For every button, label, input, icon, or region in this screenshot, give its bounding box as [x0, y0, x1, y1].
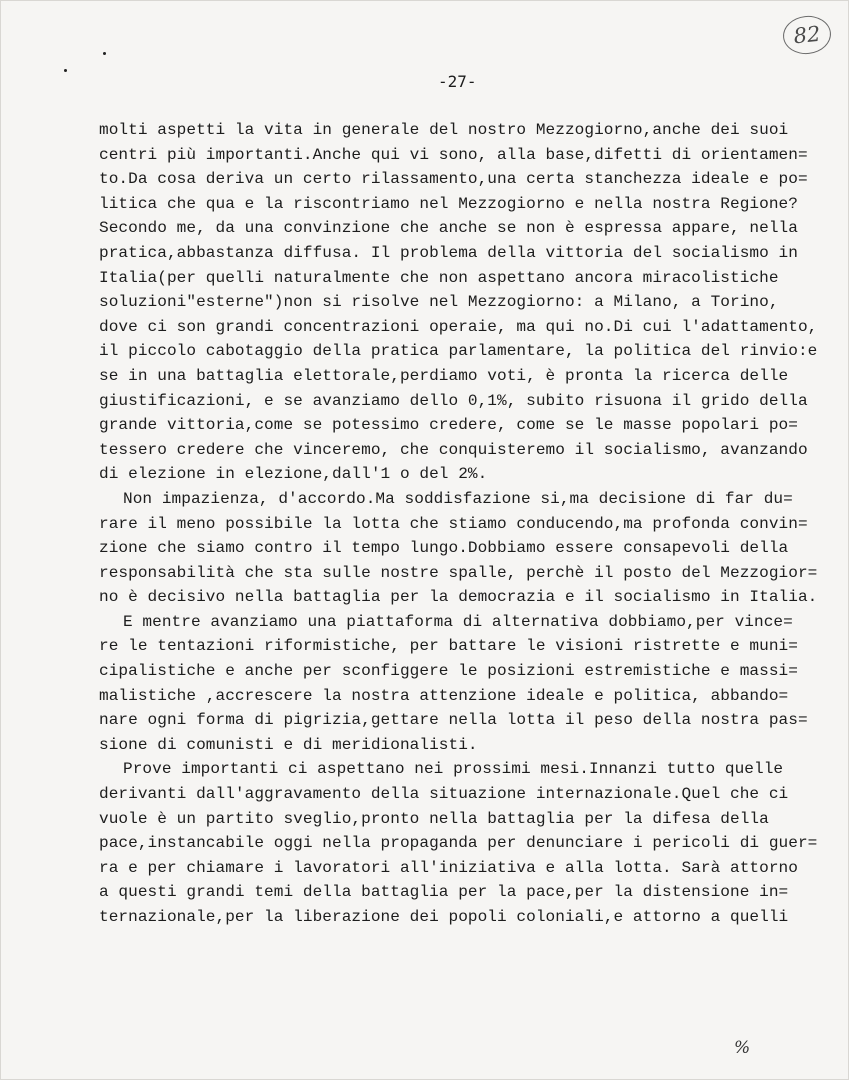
text-line: sione di comunisti e di meridionalisti.	[99, 735, 478, 754]
text-line: se in una battaglia elettorale,perdiamo voti, è pronta la ricerca delle	[99, 366, 789, 385]
corner-mark: %	[734, 1038, 751, 1058]
text-line: il piccolo cabotaggio della pratica parlamentare, la politica del rinvio:e	[99, 342, 818, 361]
text-line: nare ogni forma di pigrizia,gettare nella lotta il peso della nostra pas=	[99, 711, 808, 730]
text-line: to.Da cosa deriva un certo rilassamento,una certa stanchezza ideale e po=	[99, 170, 808, 189]
typewritten-body	[99, 118, 829, 930]
text-line: responsabilità che sta sulle nostre spalle, perchè il posto del Mezzogior=	[99, 563, 818, 582]
text-line: centri più importanti.Anche qui vi sono, alla base,difetti di orientamen=	[99, 145, 808, 164]
text-line: giustificazioni, e se avanziamo dello 0,1%, subito risuona il grido della	[99, 391, 808, 410]
text-line: zione che siamo contro il tempo lungo.Dobbiamo essere consapevoli della	[99, 539, 789, 558]
text-line: dove ci son grandi concentrazioni operaie, ma qui no.Di cui l'adattamento,	[99, 317, 818, 336]
archive-number-annotation: 82	[781, 14, 833, 57]
text-line: Secondo me, da una convinzione che anche se non è espressa appare, nella	[99, 219, 798, 238]
page-number: -27-	[438, 72, 477, 91]
text-line: Non impazienza, d'accordo.Ma soddisfazione si,ma decisione di far du=	[123, 489, 793, 508]
text-line: ternazionale,per la liberazione dei popoli coloniali,e attorno a quelli	[99, 908, 789, 926]
text-line: derivanti dall'aggravamento della situazione internazionale.Quel che ci	[99, 785, 789, 804]
text-line: grande vittoria,come se potessimo credere, come se le masse popolari po=	[99, 416, 798, 435]
text-line: litica che qua e la riscontriamo nel Mezzogiorno e nella nostra Regione?	[99, 194, 798, 213]
text-line: malistiche ,accrescere la nostra attenzione ideale e politica, abbando=	[99, 686, 789, 705]
text-line: pratica,abbastanza diffusa. Il problema della vittoria del socialismo in	[99, 243, 798, 262]
text-line: Italia(per quelli naturalmente che non aspettano ancora miracolistiche	[99, 268, 779, 287]
text-line: pace,instancabile oggi nella propaganda per denunciare i pericoli di guer=	[99, 834, 818, 853]
text-line: cipalistiche e anche per sconfiggere le posizioni estremistiche e massi=	[99, 662, 798, 681]
text-line: vuole è un partito sveglio,pronto nella battaglia per la difesa della	[99, 809, 769, 828]
text-line: Prove importanti ci aspettano nei prossimi mesi.Innanzi tutto quelle	[123, 760, 784, 779]
paper-speck	[103, 52, 106, 55]
paper-speck	[64, 69, 67, 72]
text-line: ra e per chiamare i lavoratori all'iniziativa e alla lotta. Sarà attorno	[99, 858, 798, 877]
text-line: E mentre avanziamo una piattaforma di alternativa dobbiamo,per vince=	[123, 612, 793, 631]
text-line: molti aspetti la vita in generale del nostro Mezzogiorno,anche dei suoi	[99, 121, 789, 139]
text-line: re le tentazioni riformistiche, per battare le visioni ristrette e muni=	[99, 637, 798, 656]
text-line: soluzioni"esterne")non si risolve nel Mezzogiorno: a Milano, a Torino,	[99, 293, 779, 312]
text-line: no è decisivo nella battaglia per la democrazia e il socialismo in Italia.	[99, 588, 818, 607]
text-line: a questi grandi temi della battaglia per la pace,per la distensione in=	[99, 883, 789, 902]
text-line: rare il meno possibile la lotta che stiamo conducendo,ma profonda convin=	[99, 514, 808, 533]
text-line: di elezione in elezione,dall'1 o del 2%.	[99, 465, 488, 484]
text-line: tessero credere che vinceremo, che conquisteremo il socialismo, avanzando	[99, 440, 808, 459]
